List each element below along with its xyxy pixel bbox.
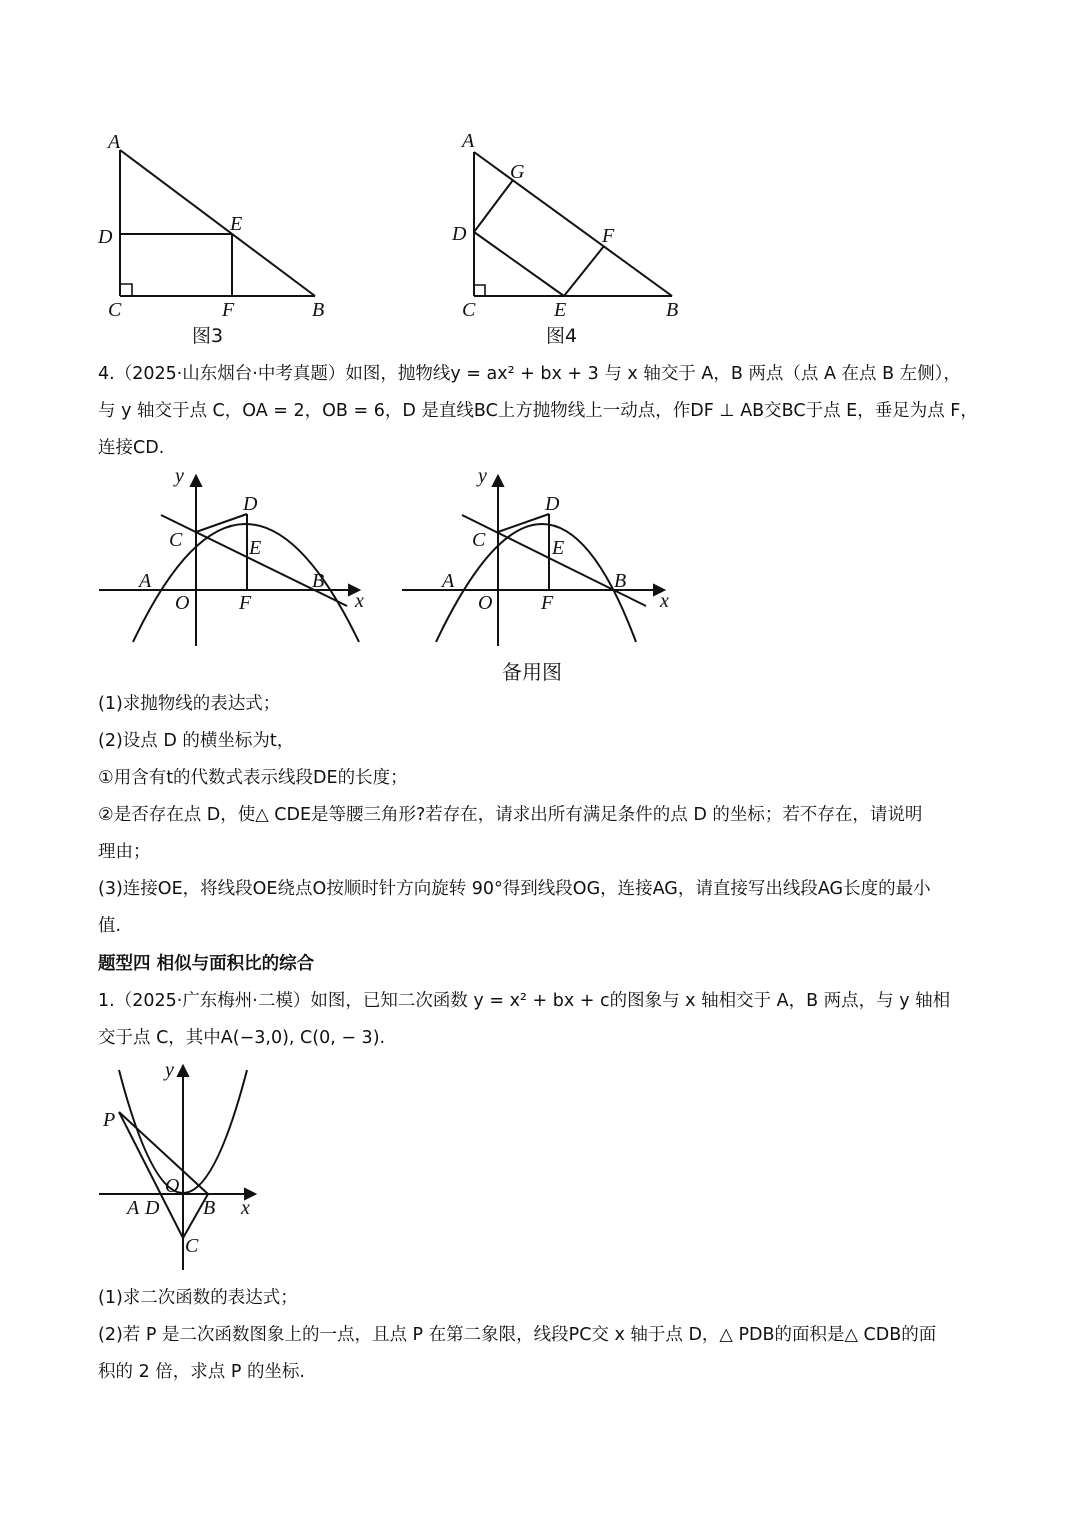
problem-4-question-2: (2)设点 D 的横坐标为t， bbox=[98, 731, 295, 751]
p4b-label-E: E bbox=[552, 537, 565, 559]
p1-label-x: x bbox=[241, 1197, 250, 1219]
problem-4-question-3: (3)连接OE，将线段OE绕点O按顺时针方向旋转 90°得到线段OG，连接AG，请直接写出线段AG长度的最小 bbox=[98, 879, 931, 899]
figure-3-svg bbox=[90, 128, 350, 353]
problem-1-line-2: 交于点 C，其中A(−3,0), C(0, − 3). bbox=[98, 1028, 386, 1048]
p4a-label-A: A bbox=[139, 570, 152, 592]
fig3-label-E: E bbox=[230, 213, 243, 235]
problem-1-question-1: (1)求二次函数的表达式； bbox=[98, 1288, 298, 1308]
fig4-segment-AB bbox=[474, 152, 672, 296]
fig3-label-F: F bbox=[222, 299, 235, 321]
fig4-label-D: D bbox=[452, 223, 467, 245]
p4b-label-F: F bbox=[541, 592, 554, 614]
p4a-label-C: C bbox=[169, 529, 183, 551]
problem-1-line-1: 1.（2025·广东梅州·二模）如图，已知二次函数 y = x² + bx + c的图象与 x 轴相交于 A，B 两点，与 y 轴相 bbox=[98, 991, 951, 1011]
problem-4-graph-backup-svg bbox=[398, 466, 678, 656]
fig4-label-A: A bbox=[462, 130, 475, 152]
p4b-label-A: A bbox=[442, 570, 455, 592]
problem-1-question-2-cont: 积的 2 倍，求点 P 的坐标. bbox=[98, 1362, 306, 1382]
problem-1-questions bbox=[98, 1280, 988, 1391]
p4b-label-x: x bbox=[660, 590, 669, 612]
problem-4-question-3-cont: 值. bbox=[98, 916, 122, 936]
fig4-label-G: G bbox=[510, 161, 525, 183]
section-title: 题型四 相似与面积比的综合 bbox=[98, 954, 315, 974]
problem-4-question-2-2: ②是否存在点 D，使△ CDE是等腰三角形?若存在，请求出所有满足条件的点 D 的坐标；若不存在，请说明 bbox=[98, 805, 923, 825]
p4b-y-arrow bbox=[493, 476, 503, 486]
p4a-label-x: x bbox=[355, 590, 364, 612]
p4a-label-y: y bbox=[175, 465, 184, 487]
p4a-y-arrow bbox=[191, 476, 201, 486]
figure-3 bbox=[90, 128, 350, 353]
problem-1-graph bbox=[95, 1058, 275, 1278]
p1-label-C: C bbox=[185, 1235, 199, 1257]
fig3-label-C: C bbox=[108, 299, 122, 321]
p4a-label-B: B bbox=[312, 570, 325, 592]
fig3-segment-AB bbox=[120, 150, 315, 296]
problem-4-line-2: 与 y 轴交于点 C，OA = 2，OB = 6，D 是直线BC上方抛物线上一动点，作DF ⊥ AB交BC于点 E，垂足为点 F， bbox=[98, 401, 978, 421]
problem-4-line-1: 4.（2025·山东烟台·中考真题）如图，抛物线y = ax² + bx + 3 与 x 轴交于 A，B 两点（点 A 在点 B 左侧）， bbox=[98, 364, 961, 384]
p1-y-arrow bbox=[178, 1066, 188, 1076]
fig4-caption: 图4 bbox=[546, 325, 578, 347]
fig3-caption: 图3 bbox=[192, 325, 224, 347]
p1-label-D: D bbox=[145, 1197, 160, 1219]
problem-4-line-3: 连接CD. bbox=[98, 438, 165, 458]
fig3-label-A: A bbox=[108, 131, 121, 153]
fig4-right-angle-mark bbox=[474, 285, 485, 296]
problem-4-graph-main-svg bbox=[95, 466, 375, 656]
problem-4-questions bbox=[98, 686, 988, 945]
p4b-label-O: O bbox=[478, 592, 493, 614]
p4a-label-F: F bbox=[239, 592, 252, 614]
problem-4-graph-main bbox=[95, 466, 375, 656]
fig4-label-F: F bbox=[602, 225, 615, 247]
figure-4-svg bbox=[440, 128, 700, 353]
p4b-label-B: B bbox=[614, 570, 627, 592]
problem-4-graph-backup bbox=[398, 466, 678, 656]
p4b-segment-CD bbox=[498, 514, 549, 532]
fig4-label-C: C bbox=[462, 299, 476, 321]
fig3-right-angle-mark bbox=[120, 284, 132, 296]
problem-1-graph-svg bbox=[95, 1058, 275, 1278]
problem-4-question-2-2-cont: 理由； bbox=[98, 842, 151, 862]
p1-label-A: A bbox=[127, 1197, 140, 1219]
fig4-label-B: B bbox=[666, 299, 679, 321]
p4a-label-E: E bbox=[249, 537, 262, 559]
fig4-segment-DG bbox=[474, 180, 513, 232]
problem-1-question-2: (2)若 P 是二次函数图象上的一点，且点 P 在第二象限，线段PC交 x 轴于点 D，△ PDB的面积是△ CDB的面 bbox=[98, 1325, 937, 1345]
problem-4-statement bbox=[98, 356, 988, 467]
p4b-label-D: D bbox=[545, 493, 560, 515]
backup-figure-caption: 备用图 bbox=[502, 660, 562, 684]
p4b-label-C: C bbox=[472, 529, 486, 551]
fig4-label-E: E bbox=[554, 299, 567, 321]
p1-label-O: O bbox=[165, 1175, 180, 1197]
section-and-problem-1 bbox=[98, 946, 988, 1057]
fig4-segment-DE bbox=[474, 232, 564, 296]
problem-4-question-1: (1)求抛物线的表达式； bbox=[98, 694, 281, 714]
p1-label-B: B bbox=[203, 1197, 216, 1219]
p4b-parabola bbox=[436, 524, 636, 642]
p1-label-P: P bbox=[103, 1109, 116, 1131]
fig3-label-D: D bbox=[98, 226, 113, 248]
fig3-label-B: B bbox=[312, 299, 325, 321]
p4a-label-D: D bbox=[243, 493, 258, 515]
p4a-label-O: O bbox=[175, 592, 190, 614]
problem-4-question-2-1: ①用含有t的代数式表示线段DE的长度； bbox=[98, 768, 408, 788]
p1-label-y: y bbox=[165, 1059, 174, 1081]
fig4-segment-EF bbox=[564, 246, 604, 296]
p4b-label-y: y bbox=[478, 465, 487, 487]
figure-4 bbox=[440, 128, 700, 353]
